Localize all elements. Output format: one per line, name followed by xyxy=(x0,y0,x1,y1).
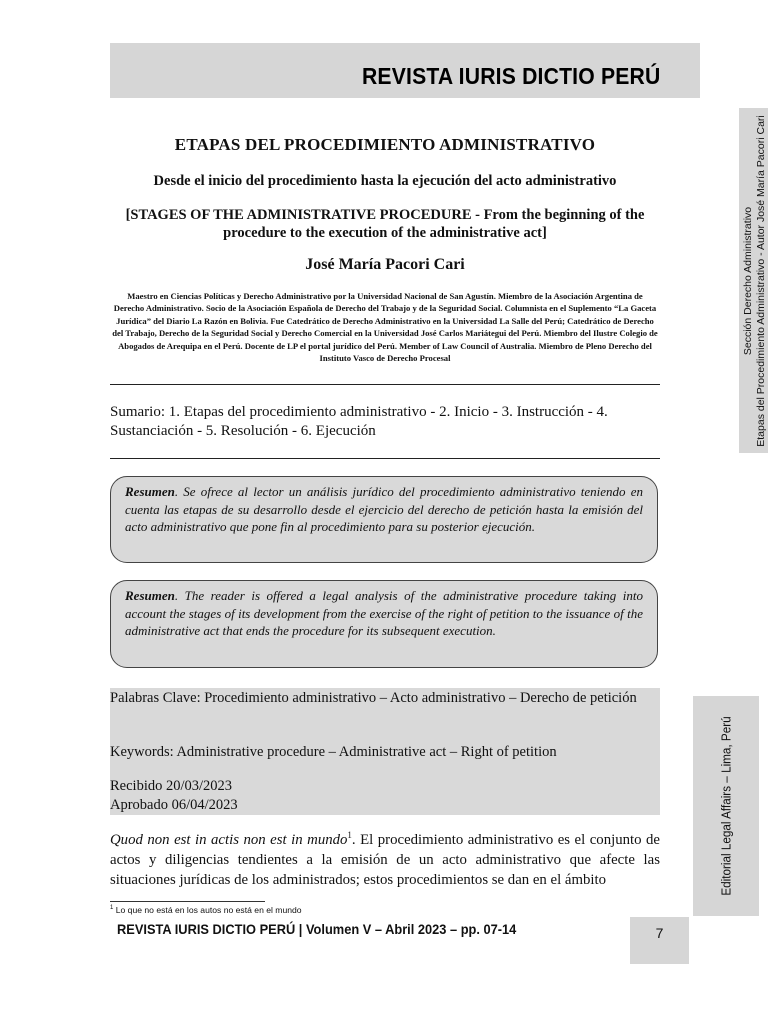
footnote-divider xyxy=(110,901,265,902)
abstract-spanish xyxy=(110,476,658,563)
side-tab-publisher xyxy=(693,696,759,916)
divider-top xyxy=(110,384,660,385)
footnote-reference[interactable]: 1 xyxy=(347,830,352,841)
abstract-english-label: Resumen xyxy=(125,588,175,603)
abstract-english xyxy=(110,580,658,668)
keywords-english-text: : Administrative procedure – Administrative act – Right of petition xyxy=(169,744,557,760)
footnote-number: 1 xyxy=(110,905,114,912)
keywords-english-label: Keywords xyxy=(110,744,170,760)
footer-citation xyxy=(117,922,516,937)
divider-bottom xyxy=(110,458,660,459)
keywords-spanish-text: : Procedimiento administrativo – Acto administrativo – Derecho de petición xyxy=(196,690,637,706)
abstract-english-text: . The reader is offered a legal analysis of the administrative procedure taking into account the stages of its development from the exercise of the right of petition to the issuance of the administrative act that ends the procedure for its subsequent execution. xyxy=(125,588,643,639)
footnote-text: Lo que no está en los autos no está en el mundo xyxy=(113,905,302,915)
abstract-spanish-label: Resumen xyxy=(125,484,175,499)
summary-contents: Sumario: 1. Etapas del procedimiento administrativo - 2. Inicio - 3. Instrucción - 4. Sustanciación - 5. Resolución - 6. Ejecución xyxy=(110,404,608,439)
footer-journal: REVISTA IURIS DICTIO PERÚ xyxy=(117,922,296,937)
author-bio: Maestro en Ciencias Políticas y Derecho Administrativo por la Universidad Nacional de San Agustín. Miembro de la Asociación Argentina de Derecho Administrativo. Socio de la Asociación Española de Derecho del Trabajo y de la Seguridad Social. Columnista en el Suplemento “La Gaceta Jurídica” del Diario La Razón en Bolivia. Fue Catedrático de Derecho Administrativo en la Universidad La Salle del Perú; Catedrático de Derecho del Trabajo, Derecho de la Seguridad Social y Derecho Comercial en la Universidad José Carlos Mariátegui del Perú. Miembro del Ilustre Colegio de Abogados de Arequipa en el Perú. Docente de LP el portal jurídico del Perú. Member of Law Council of Australia. Miembro de Pleno Derecho del Instituto Vasco de Derecho Procesal xyxy=(112,291,658,364)
page-number: 7 xyxy=(655,925,664,941)
footer-issue: | Volumen V – Abril 2023 – pp. 07-14 xyxy=(295,922,517,937)
article-subtitle: Desde el inicio del procedimiento hasta la ejecución del acto administrativo xyxy=(153,173,617,189)
received-date: Recibido 20/03/2023 xyxy=(110,778,233,794)
author-name: José María Pacori Cari xyxy=(305,256,465,273)
side-tab-section-label: Sección Derecho Administrativo xyxy=(741,206,754,355)
side-tab-publisher-label: Editorial Legal Affairs – Lima, Perú xyxy=(718,716,734,896)
footnote xyxy=(110,905,302,915)
article-english-title: [STAGES OF THE ADMINISTRATIVE PROCEDURE - From the beginning of the procedure to the execution of the administrative act] xyxy=(125,207,645,241)
body-paragraph-text: . El procedimiento administrativo es el conjunto de actos y diligencias tendientes a la emisión de un acto administrativo que afecte las situaciones jurídicas de los administrados; estos procedimientos se dan en el ámbito xyxy=(110,832,660,888)
article-title: ETAPAS DEL PROCEDIMIENTO ADMINISTRATIVO xyxy=(174,135,596,154)
latin-quote: Quod non est in actis non est in mundo xyxy=(110,832,348,848)
abstract-spanish-text: . Se ofrece al lector un análisis jurídico del procedimiento administrativo teniendo en cuenta las etapas de su desarrollo desde el ejercicio del derecho de petición hasta la emisión del acto administrativo que pone fin al procedimiento para su posterior ejecución. xyxy=(125,484,643,535)
keywords-spanish xyxy=(110,690,662,708)
body-paragraph xyxy=(110,830,660,890)
journal-title: REVISTA IURIS DICTIO PERÚ xyxy=(361,63,660,89)
side-tab-section xyxy=(739,108,768,453)
approved-date: Aprobado 06/04/2023 xyxy=(110,797,238,813)
keywords-english xyxy=(110,744,662,762)
side-tab-article-label: Etapas del Procedimiento Administrativo - Autor José María Pacori Cari xyxy=(754,114,767,447)
keywords-spanish-label: Palabras Clave xyxy=(110,690,197,706)
